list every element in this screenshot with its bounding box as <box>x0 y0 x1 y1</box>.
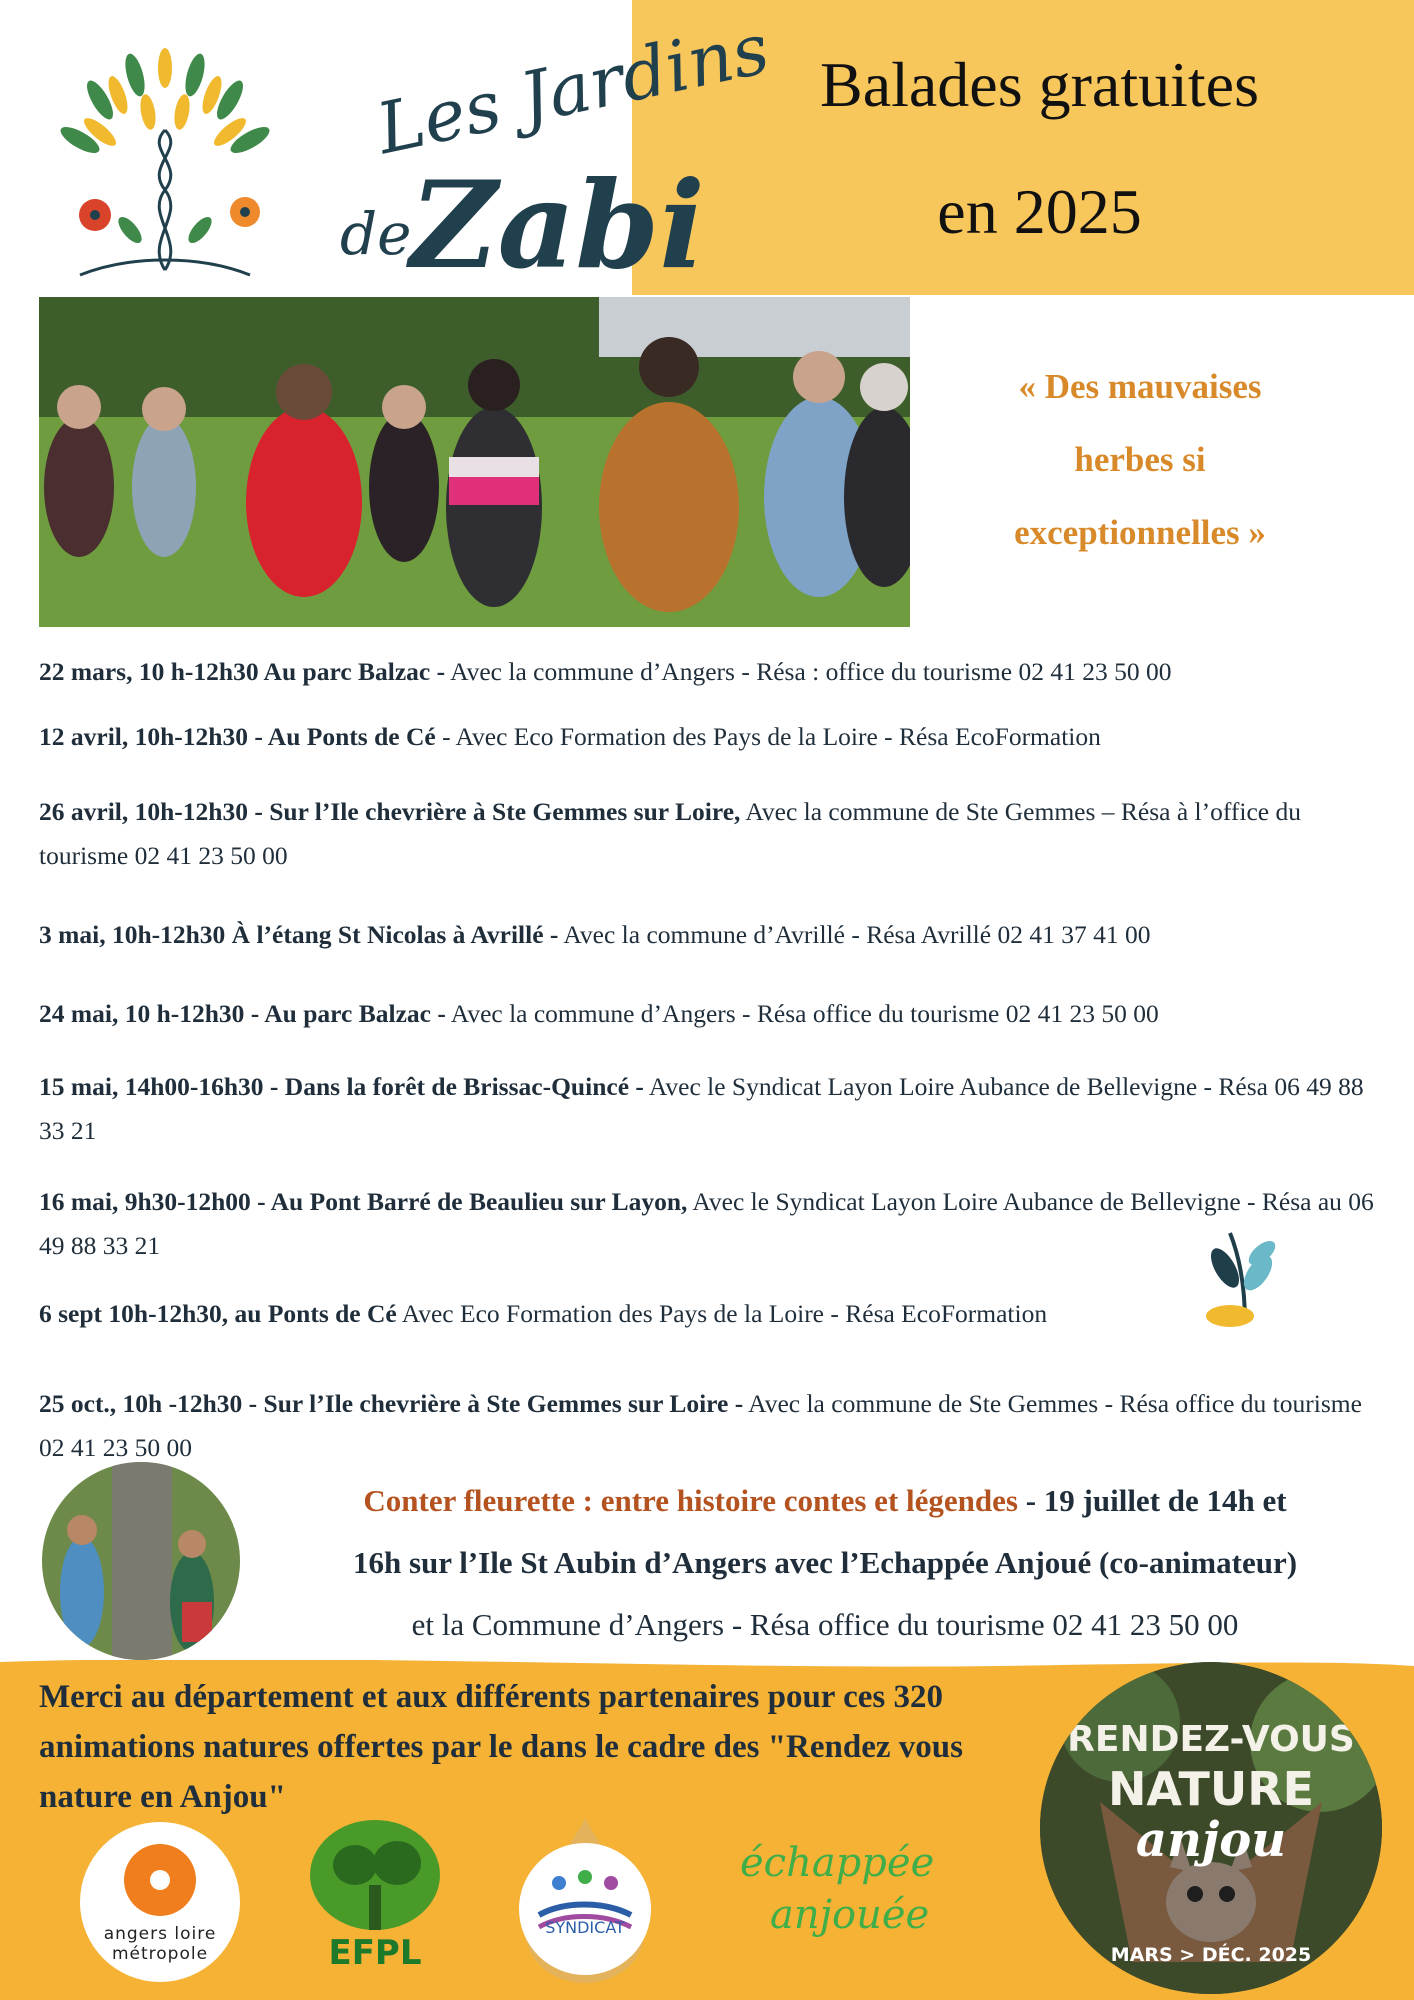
conter-date: - 19 juillet de 14h et <box>1017 1483 1287 1518</box>
echappee-label-line1: échappée <box>740 1840 935 1886</box>
echappee-anjouee-logo <box>730 1830 935 1970</box>
storytellers-photo <box>42 1462 240 1660</box>
event-item: 25 oct., 10h -12h30 - Sur l’Ile chevrière à Ste Gemmes sur Loire - Avec la commune de Ste Gemmes - Résa office du tourisme 02 41 23 50 00 <box>39 1389 1362 1462</box>
tree-logo-icon <box>40 40 290 290</box>
logo-wordmark <box>330 7 776 296</box>
badge-line2: NATURE <box>1107 1762 1315 1816</box>
echappee-label-line2: anjouée <box>770 1892 930 1938</box>
page-title-line2: en 2025 <box>937 176 1142 247</box>
event-item: 22 mars, 10 h-12h30 Au parc Balzac - Avec la commune d’Angers - Résa : office du tourisme 02 41 23 50 00 <box>39 657 1172 686</box>
syndicat-figures-icon <box>519 1843 651 1975</box>
event-item: 12 avril, 10h-12h30 - Au Ponts de Cé - Avec Eco Formation des Pays de la Loire - Résa EcoFormation <box>39 722 1101 751</box>
leaf-decoration-icon <box>1200 1228 1290 1333</box>
logo-text-de: de <box>340 200 412 268</box>
conter-fleurette-event <box>270 1470 1380 1656</box>
walk-theme-subtitle <box>960 350 1320 569</box>
event-item: 15 mai, 14h00-16h30 - Dans la forêt de Brissac-Quincé - Avec le Syndicat Layon Loire Aubance de Bellevigne - Résa 06 49 88 33 21 <box>39 1072 1364 1145</box>
subtitle-line3: exceptionnelles » <box>1014 513 1266 552</box>
event-item: 26 avril, 10h-12h30 - Sur l’Ile chevrière à Ste Gemmes sur Loire, Avec la commune de Ste Gemmes – Résa à l’office du tourisme 02 41 23 50 00 <box>39 797 1301 870</box>
badge-line3: anjou <box>1135 1812 1287 1868</box>
alm-label: angers loire métropole <box>103 1924 217 1964</box>
conter-location: 16h sur l’Ile St Aubin d’Angers avec l’Echappée Anjoué (co-animateur) <box>352 1545 1298 1580</box>
group-walk-photo <box>39 297 910 627</box>
logo-text-les-jardins: Les Jardins <box>370 7 776 171</box>
syndicat-label: SYNDICAT <box>545 1918 625 1937</box>
event-item: 16 mai, 9h30-12h00 - Au Pont Barré de Beaulieu sur Layon, Avec le Syndicat Layon Loire Aubance de Bellevigne - Résa au 06 49 88 33 21 <box>39 1187 1374 1260</box>
subtitle-line1: « Des mauvaises <box>1018 367 1262 406</box>
event-item: 3 mai, 10h-12h30 À l’étang St Nicolas à Avrillé - Avec la commune d’Avrillé - Résa Avrillé 02 41 37 41 00 <box>39 920 1151 949</box>
rendez-vous-nature-badge <box>1040 1662 1382 1994</box>
badge-line1: RENDEZ-VOUS <box>1067 1719 1355 1760</box>
event-item: 6 sept 10h-12h30, au Ponts de Cé Avec Eco Formation des Pays de la Loire - Résa EcoFormation <box>39 1299 1048 1328</box>
syndicat-logo <box>515 1818 655 1983</box>
conter-title: Conter fleurette : entre histoire contes et légendes <box>363 1483 1018 1518</box>
angers-loire-metropole-logo <box>80 1822 240 1982</box>
badge-dates: MARS > DÉC. 2025 <box>1110 1944 1312 1966</box>
event-item: 24 mai, 10 h-12h30 - Au parc Balzac - Avec la commune d’Angers - Résa office du tourisme 02 41 23 50 00 <box>39 999 1159 1028</box>
logo-text-zabi: Zabi <box>410 155 705 296</box>
conter-booking: et la Commune d’Angers - Résa office du tourisme 02 41 23 50 00 <box>411 1607 1239 1642</box>
subtitle-line2: herbes si <box>1074 440 1206 479</box>
alm-ring-icon <box>124 1844 196 1916</box>
partners-thanks-text: Merci au département et aux différents partenaires pour ces 320 animations natures offertes par le dans le cadre des "Rendez vous nature en Anjou" <box>39 1679 963 1815</box>
jardins-de-zabi-logo <box>30 7 776 296</box>
efpl-label: EFPL <box>328 1933 422 1973</box>
page-title-line1: Balades gratuites <box>820 49 1259 120</box>
efpl-logo <box>305 1815 445 1985</box>
